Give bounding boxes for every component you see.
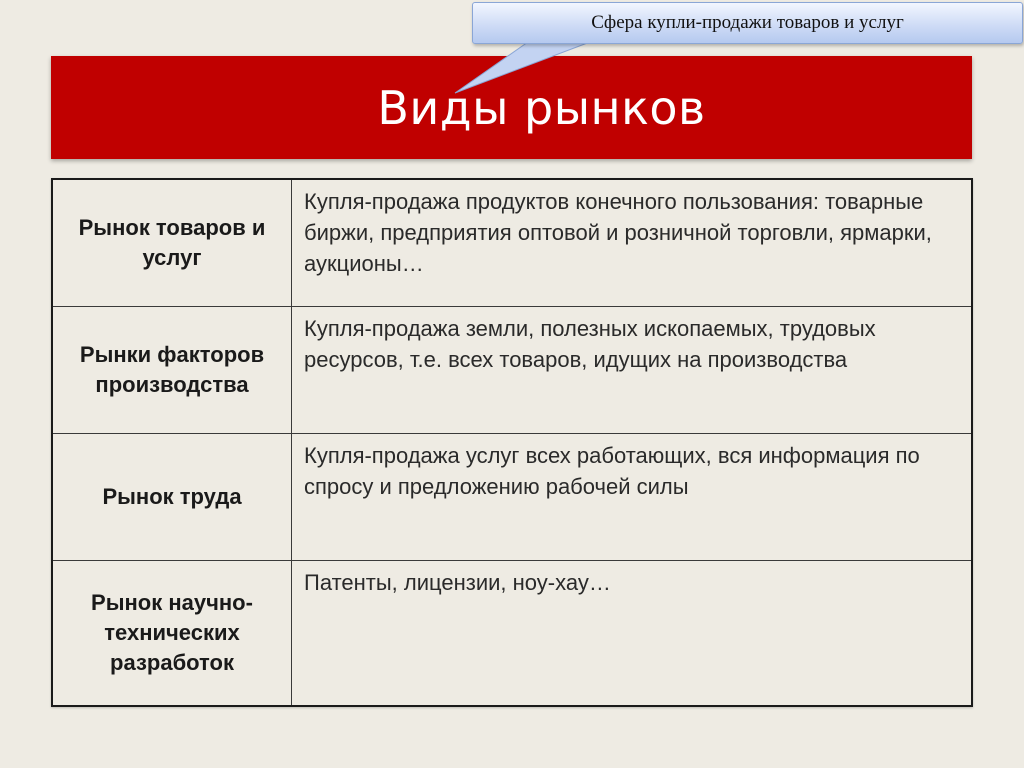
market-types-table [51, 178, 973, 707]
slide-title: Виды рынков [377, 80, 706, 135]
market-name-cell: Рынок товаров и услуг [52, 179, 292, 307]
table-row [52, 561, 972, 707]
market-name-cell: Рынок труда [52, 434, 292, 561]
market-name-cell: Рынок научно-технических разработок [52, 561, 292, 707]
table-row [52, 434, 972, 561]
market-description-cell: Купля-продажа продуктов конечного пользования: товарные биржи, предприятия оптовой и розничной торговли, ярмарки, аукционы… [292, 179, 973, 307]
callout-box [472, 2, 1023, 44]
callout-text: Сфера купли-продажи товаров и услуг [591, 12, 904, 33]
market-name-cell: Рынки факторов производства [52, 307, 292, 434]
market-description-cell: Купля-продажа земли, полезных ископаемых, трудовых ресурсов, т.е. всех товаров, идущих на производства [292, 307, 973, 434]
market-description-cell: Патенты, лицензии, ноу-хау… [292, 561, 973, 707]
table-row [52, 307, 972, 434]
market-description-cell: Купля-продажа услуг всех работающих, вся информация по спросу и предложению рабочей силы [292, 434, 973, 561]
table-row [52, 179, 972, 307]
